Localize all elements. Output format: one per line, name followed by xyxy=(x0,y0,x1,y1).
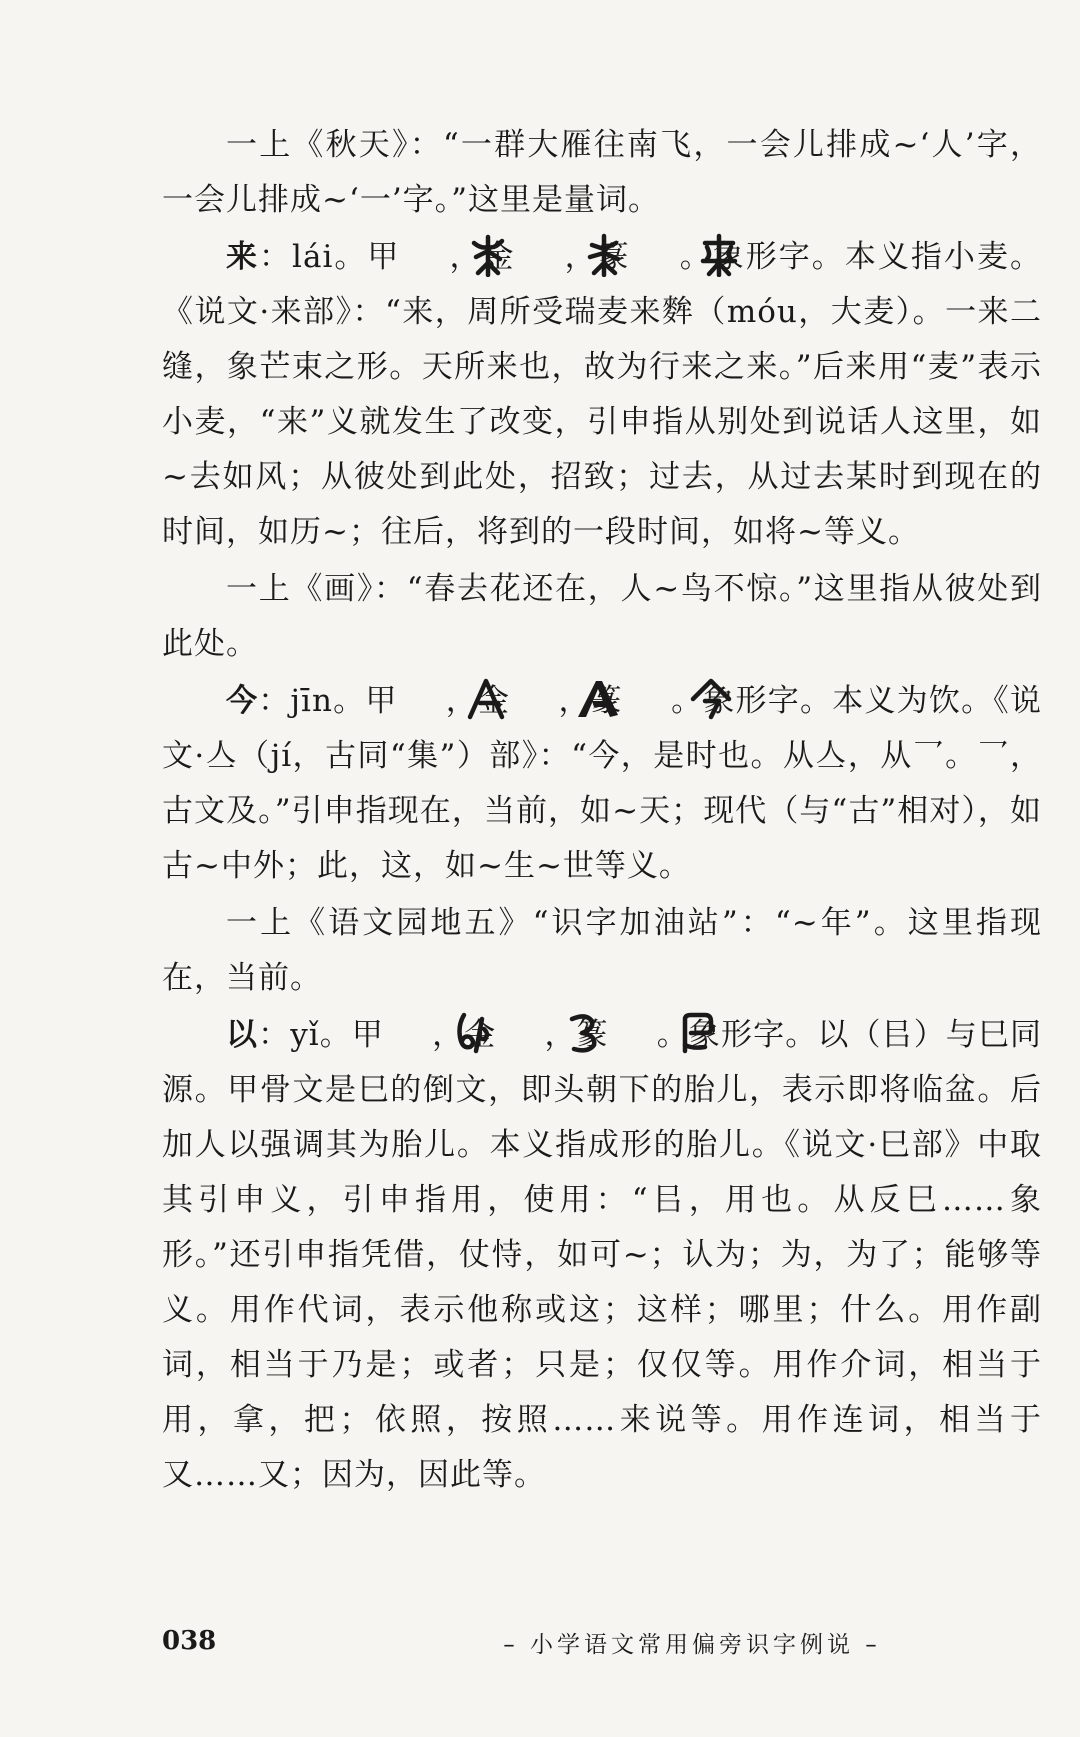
paragraph-autumn-quote: 一上《秋天》：“一群大雁往南飞，一会儿排成~‘人’字，一会儿排成~‘一’字。”这里是量词。 xyxy=(162,127,1042,218)
entry-head-jin: 今 xyxy=(226,683,259,719)
entry-lai: 来：lái。甲 ，金 ，篆 。象形字。本义指小麦。《说文·来部》：“来，周所受瑞麦来麰（móu，大麦）。一来二缝，象芒束之形。天所来也，故为行来之来。”后来用“麦”表示小麦，“来”义就发生了改变，引申指从别处到说话人这里，如~去如风；从彼处到此处，招致；过去，从过去某时到现在的时间，如历~；往后，将到的一段时间，如将~等义。 xyxy=(162,230,1042,560)
seal-jin-glyph xyxy=(625,677,669,721)
page-body xyxy=(162,118,1042,1503)
seal-yi-glyph xyxy=(611,1011,655,1055)
oracle-jin-glyph xyxy=(400,677,444,721)
entry-head-yi: 以 xyxy=(226,1017,259,1053)
bronze-jin-glyph xyxy=(512,677,556,721)
book-title: – 小学语文常用偏旁识字例说 – xyxy=(503,1632,881,1658)
seal-lai-glyph xyxy=(633,233,677,277)
paragraph-garden-quote: 一上《语文园地五》“识字加油站”：“~年”。这里指现在，当前。 xyxy=(162,905,1042,996)
oracle-yi-glyph xyxy=(386,1011,430,1055)
entry-jin: 今：jīn。甲 ，金 ，篆 。象形字。本义为饮。《说文·亼（jí，古同“集”）部》：“今，是时也。从亼，从乛。乛，古文及。”引申指现在，当前，如~天；现代（与“古”相对），如古~中外；此，这，如~生~世等义。 xyxy=(162,674,1042,894)
bronze-lai-glyph xyxy=(518,233,562,277)
entry-head-lai: 来 xyxy=(226,239,260,275)
paragraph-painting-quote: 一上《画》：“春去花还在，人~鸟不惊。”这里指从彼处到此处。 xyxy=(162,571,1042,662)
oracle-lai-glyph xyxy=(402,233,446,277)
entry-yi: 以：yǐ。甲 ，金 ，篆 。象形字。以（㠯）与巳同源。甲骨文是巳的倒文，即头朝下的胎儿，表示即将临盆。后加人以强调其为胎儿。本义指成形的胎儿。《说文·巳部》中取其引申义，引申指用，使用：“㠯，用也。从反巳……象形。”还引申指凭借，仗恃，如可~；认为；为，为了；能够等义。用作代词，表示他称或这；这样；哪里；什么。用作副词，相当于乃是；或者；只是；仅仅等。用作介词，相当于用，拿，把；依照，按照……来说等。用作连词，相当于又……又；因为，因此等。 xyxy=(162,1008,1042,1503)
page-footer xyxy=(162,1626,1042,1666)
bronze-yi-glyph xyxy=(498,1011,542,1055)
page-number: 038 xyxy=(162,1626,217,1656)
